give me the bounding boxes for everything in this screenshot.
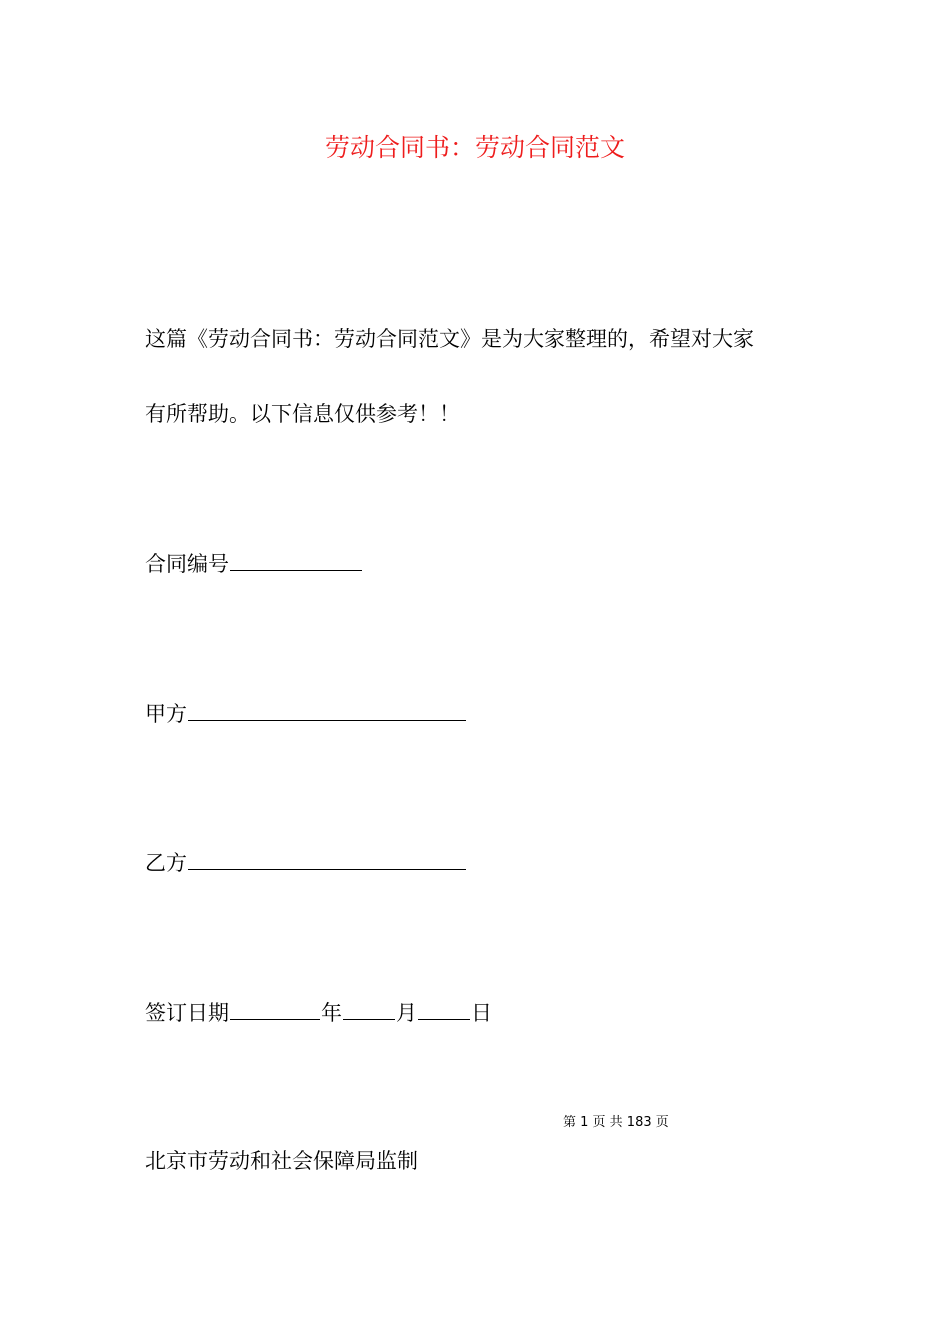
party-b-row — [145, 847, 467, 878]
party-a-blank — [188, 698, 466, 721]
document-title: 劳动合同书：劳动合同范文 — [324, 133, 625, 162]
sign-day-blank — [418, 997, 470, 1020]
day-label: 日 — [471, 1001, 492, 1025]
month-label: 月 — [396, 1001, 417, 1025]
sign-year-blank — [230, 997, 320, 1020]
year-label: 年 — [321, 1001, 342, 1025]
page-number: 第 1 页 共 183 页 — [563, 1115, 669, 1130]
party-b-blank — [188, 847, 466, 870]
sign-month-blank — [343, 997, 395, 1020]
contract-number-label: 合同编号 — [145, 552, 229, 576]
intro-line-1: 这篇《劳动合同书：劳动合同范文》是为大家整理的，希望对大家 — [145, 327, 754, 351]
sign-date-row — [145, 997, 492, 1028]
supervisor-line: 北京市劳动和社会保障局监制 — [145, 1149, 418, 1173]
intro-line-2: 有所帮助。以下信息仅供参考！！ — [145, 402, 460, 426]
party-b-label: 乙方 — [145, 851, 187, 875]
party-a-row — [145, 698, 467, 729]
contract-number-row — [145, 548, 363, 579]
party-a-label: 甲方 — [145, 702, 187, 726]
contract-number-blank — [230, 548, 362, 571]
sign-date-label: 签订日期 — [145, 1001, 229, 1025]
